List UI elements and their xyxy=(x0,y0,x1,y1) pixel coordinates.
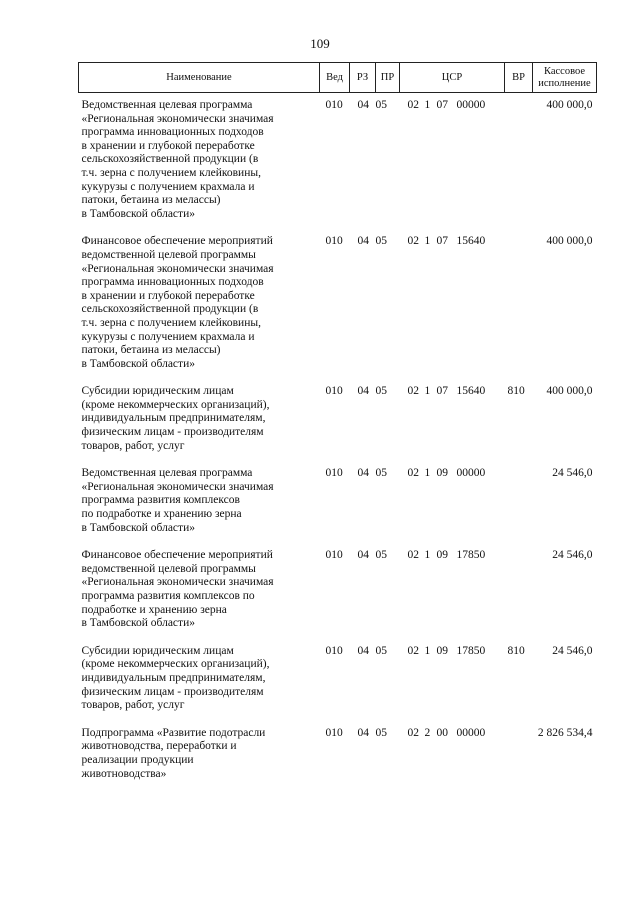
cell-name-line: патоки, бетаина из мелассы) xyxy=(81,194,221,207)
cell-ved: 010 xyxy=(325,644,343,657)
cell-rz: 04 xyxy=(357,467,369,480)
csr-segment: 15640 xyxy=(456,385,486,398)
header-amount-line1: Кассовое xyxy=(543,65,586,77)
cell-name-line: по подработке и хранению зерна xyxy=(81,508,242,521)
cell-rz: 04 xyxy=(357,726,369,739)
cell-amount: 24 546,0 xyxy=(552,467,593,480)
cell-name-line: в Тамбовской области» xyxy=(81,521,195,534)
csr-segment: 1 xyxy=(424,99,431,111)
table-row xyxy=(79,541,597,637)
cell-csr xyxy=(400,227,505,377)
cell-pr: 05 xyxy=(375,99,387,111)
csr-segment: 1 xyxy=(424,644,431,657)
cell-name-line: программа инновационных подходов xyxy=(81,276,264,289)
header-rz: РЗ xyxy=(350,63,376,93)
header-amount xyxy=(533,63,597,93)
csr-segment: 2 xyxy=(424,726,431,739)
csr-segment: 02 xyxy=(407,235,419,248)
header-amount-line2: исполнение xyxy=(538,77,591,89)
cell-name-line: индивидуальным предпринимателям, xyxy=(81,671,266,684)
table-body xyxy=(79,93,597,788)
cell-name-line: индивидуальным предпринимателям, xyxy=(81,412,266,425)
cell-name-line: Финансовое обеспечение мероприятий xyxy=(81,549,273,562)
page-number: 109 xyxy=(310,36,330,51)
csr-segment: 02 xyxy=(407,99,419,111)
csr-segment: 17850 xyxy=(456,549,486,562)
table-row xyxy=(79,459,597,541)
csr-segment: 09 xyxy=(436,467,448,480)
cell-name-line: кукурузы с получением крахмала и xyxy=(81,180,255,193)
cell-rz: 04 xyxy=(357,385,369,398)
cell-name-line: в хранении и глубокой переработке xyxy=(81,139,255,152)
cell-ved: 010 xyxy=(325,235,343,248)
cell-name-line: т.ч. зерна с получением клейковины, xyxy=(81,316,261,329)
cell-pr: 05 xyxy=(375,726,387,739)
cell-pr: 05 xyxy=(375,549,387,562)
cell-name xyxy=(79,93,320,228)
csr-segment: 07 xyxy=(436,235,448,248)
header-csr: ЦСР xyxy=(400,63,505,93)
csr-segment: 02 xyxy=(407,385,419,398)
csr-segment: 09 xyxy=(436,644,448,657)
cell-ved: 010 xyxy=(325,99,343,111)
cell-rz: 04 xyxy=(357,549,369,562)
csr-segment: 1 xyxy=(424,385,431,398)
cell-vr xyxy=(505,227,533,377)
csr-segment: 07 xyxy=(436,99,448,111)
cell-name-line: подработке и хранению зерна xyxy=(81,603,227,616)
budget-table xyxy=(78,62,597,787)
cell-name-line: т.ч. зерна с получением клейковины, xyxy=(81,166,261,179)
csr-segment: 00000 xyxy=(456,726,486,739)
csr-segment: 09 xyxy=(436,549,448,562)
cell-rz: 04 xyxy=(357,235,369,248)
cell-vr: 810 xyxy=(507,385,525,398)
cell-name-line: животноводства, переработки и xyxy=(81,740,237,753)
cell-name-line: программа развития комплексов xyxy=(81,494,240,507)
header-name: Наименование xyxy=(79,63,320,93)
cell-name-line: животноводства» xyxy=(81,767,167,780)
cell-name-line: реализации продукции xyxy=(81,753,194,766)
cell-vr xyxy=(505,541,533,637)
cell-name-line: сельскохозяйственной продукции (в xyxy=(81,303,259,316)
csr-segment: 15640 xyxy=(456,235,486,248)
cell-ved: 010 xyxy=(325,385,343,398)
cell-name-line: ведомственной целевой программы xyxy=(81,562,256,575)
cell-name-line: программа развития комплексов по xyxy=(81,590,255,602)
csr-segment: 02 xyxy=(407,726,419,739)
cell-rz: 04 xyxy=(357,644,369,657)
csr-segment: 07 xyxy=(436,385,448,398)
cell-name-line: (кроме некоммерческих организаций), xyxy=(81,398,270,411)
table-row xyxy=(79,227,597,377)
cell-vr: 810 xyxy=(507,644,525,657)
cell-name-line: «Региональная экономически значимая xyxy=(81,262,274,275)
cell-pr: 05 xyxy=(375,467,387,480)
cell-csr xyxy=(400,719,505,787)
cell-vr xyxy=(505,93,533,228)
cell-vr xyxy=(505,459,533,541)
cell-name-line: товаров, работ, услуг xyxy=(81,439,185,452)
cell-pr: 05 xyxy=(375,385,387,398)
cell-name-line: Субсидии юридическим лицам xyxy=(81,385,234,398)
cell-csr xyxy=(400,541,505,637)
cell-amount: 400 000,0 xyxy=(546,235,593,248)
csr-segment: 1 xyxy=(424,549,431,562)
cell-name-line: товаров, работ, услуг xyxy=(81,699,185,712)
cell-csr xyxy=(400,377,505,459)
csr-segment: 17850 xyxy=(456,644,486,657)
cell-name xyxy=(79,377,320,459)
cell-amount: 400 000,0 xyxy=(546,385,593,398)
cell-name-line: в хранении и глубокой переработке xyxy=(81,289,255,302)
cell-pr: 05 xyxy=(375,644,387,657)
cell-name xyxy=(79,227,320,377)
cell-name-line: патоки, бетаина из мелассы) xyxy=(81,344,221,357)
cell-name-line: «Региональная экономически значимая xyxy=(81,480,274,493)
table-row xyxy=(79,93,597,228)
cell-amount: 24 546,0 xyxy=(552,644,593,657)
csr-segment: 02 xyxy=(407,644,419,657)
cell-name-line: сельскохозяйственной продукции (в xyxy=(81,153,259,166)
table-row xyxy=(79,377,597,459)
cell-name-line: (кроме некоммерческих организаций), xyxy=(81,658,270,671)
cell-amount: 2 826 534,4 xyxy=(537,726,593,739)
cell-rz: 04 xyxy=(357,99,369,111)
cell-pr: 05 xyxy=(375,235,387,248)
cell-name-line: Подпрограмма «Развитие подотрасли xyxy=(81,726,266,739)
csr-segment: 00000 xyxy=(456,99,486,111)
cell-ved: 010 xyxy=(325,726,343,739)
cell-name-line: в Тамбовской области» xyxy=(81,357,195,370)
cell-name-line: программа инновационных подходов xyxy=(81,126,264,139)
cell-name-line: в Тамбовской области» xyxy=(81,207,195,220)
cell-name-line: кукурузы с получением крахмала и xyxy=(81,330,255,343)
cell-name-line: Субсидии юридическим лицам xyxy=(81,644,234,657)
cell-vr xyxy=(505,719,533,787)
cell-ved: 010 xyxy=(325,549,343,562)
csr-segment: 02 xyxy=(407,549,419,562)
table-row xyxy=(79,637,597,719)
cell-name xyxy=(79,541,320,637)
csr-segment: 00 xyxy=(436,726,448,739)
cell-name-line: «Региональная экономически значимая xyxy=(81,576,274,589)
cell-ved: 010 xyxy=(325,467,343,480)
cell-csr xyxy=(400,93,505,228)
csr-segment: 00000 xyxy=(456,467,486,480)
table-header xyxy=(79,63,597,93)
cell-name-line: Ведомственная целевая программа xyxy=(81,467,253,480)
csr-segment: 02 xyxy=(407,467,419,480)
cell-name-line: «Региональная экономически значимая xyxy=(81,112,274,125)
header-ved: Вед xyxy=(320,63,350,93)
header-vr: ВР xyxy=(505,63,533,93)
cell-csr xyxy=(400,637,505,719)
header-pr: ПР xyxy=(376,63,400,93)
cell-name xyxy=(79,459,320,541)
csr-segment: 1 xyxy=(424,235,431,248)
table-row xyxy=(79,719,597,787)
cell-name-line: в Тамбовской области» xyxy=(81,617,195,630)
cell-name-line: физическим лицам - производителям xyxy=(81,426,264,439)
csr-segment: 1 xyxy=(424,467,431,480)
cell-amount: 24 546,0 xyxy=(552,549,593,562)
cell-csr xyxy=(400,459,505,541)
cell-amount: 400 000,0 xyxy=(546,99,593,111)
cell-name-line: Ведомственная целевая программа xyxy=(81,99,253,111)
cell-name-line: физическим лицам - производителям xyxy=(81,685,264,698)
cell-name-line: Финансовое обеспечение мероприятий xyxy=(81,235,273,248)
cell-name xyxy=(79,637,320,719)
cell-name-line: ведомственной целевой программы xyxy=(81,248,256,261)
cell-name xyxy=(79,719,320,787)
